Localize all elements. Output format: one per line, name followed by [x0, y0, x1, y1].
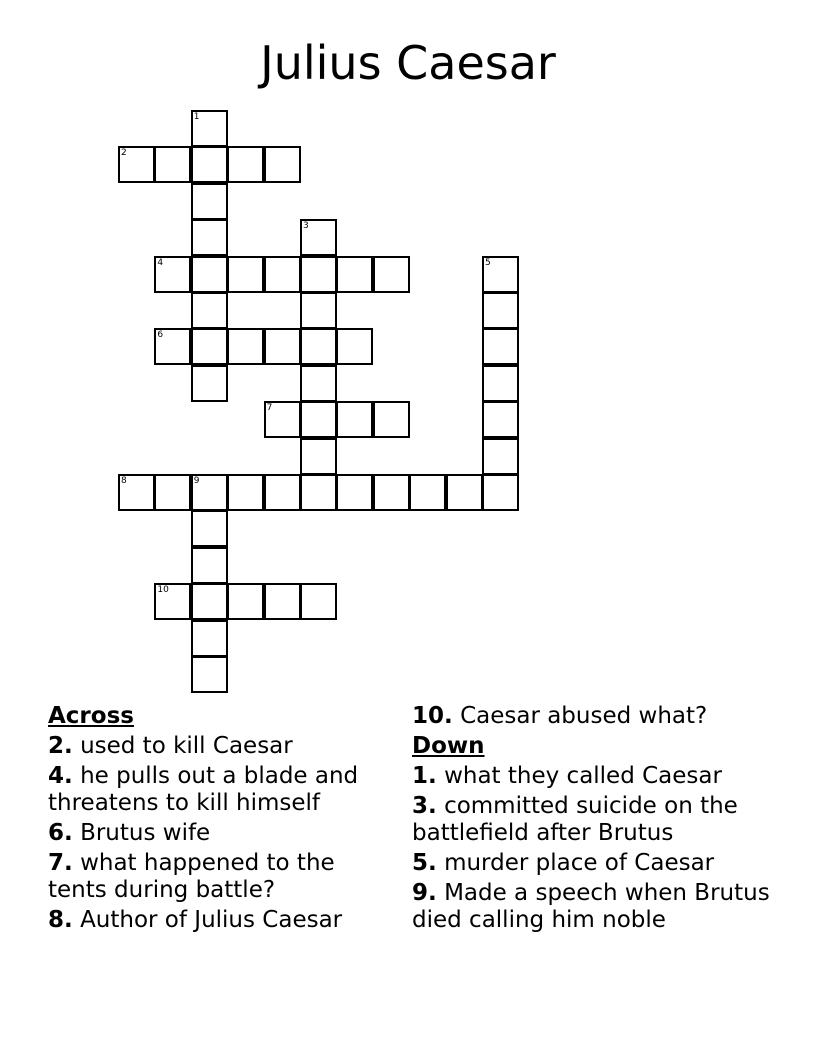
cell-number: 9: [193, 476, 200, 486]
crossword-cell[interactable]: [300, 401, 337, 438]
clue-number: 7.: [48, 850, 73, 876]
down-heading: Down: [412, 733, 485, 759]
crossword-cell[interactable]: [191, 328, 228, 365]
clue-text: Made a speech when Brutus died calling him noble: [412, 880, 770, 933]
crossword-cell[interactable]: [191, 365, 228, 402]
cell-number: 4: [157, 257, 164, 268]
clue-down-3: [412, 793, 782, 847]
cell-number: 8: [121, 476, 127, 486]
crossword-cell[interactable]: [300, 219, 337, 256]
crossword-cell[interactable]: [373, 401, 410, 438]
crossword-cell[interactable]: [482, 292, 519, 329]
across-clues: [48, 703, 400, 937]
crossword-cell[interactable]: [482, 365, 519, 402]
crossword-cell[interactable]: [191, 510, 228, 547]
crossword-cell[interactable]: [154, 146, 191, 183]
crossword-cell[interactable]: [300, 474, 337, 511]
crossword-cell[interactable]: [264, 328, 301, 365]
crossword-cell[interactable]: [191, 110, 228, 147]
crossword-cell[interactable]: [191, 292, 228, 329]
down-clues: [412, 703, 782, 937]
crossword-cell[interactable]: [373, 256, 410, 293]
crossword-cell[interactable]: [482, 256, 519, 293]
crossword-cell[interactable]: [482, 401, 519, 438]
clue-across-6: [48, 820, 400, 847]
clue-number: 1.: [412, 763, 437, 789]
clue-text: committed suicide on the battlefield after Brutus: [412, 793, 738, 846]
clue-text: murder place of Caesar: [444, 850, 715, 876]
crossword-cell[interactable]: [191, 256, 228, 293]
crossword-cell[interactable]: [264, 146, 301, 183]
crossword-cell[interactable]: [118, 474, 155, 511]
crossword-cell[interactable]: [154, 328, 191, 365]
crossword-cell[interactable]: [227, 328, 264, 365]
crossword-cell[interactable]: [118, 146, 155, 183]
crossword-cell[interactable]: [300, 256, 337, 293]
crossword-cell[interactable]: [264, 401, 301, 438]
clue-number: 3.: [412, 793, 437, 819]
across-heading: Across: [48, 703, 134, 729]
crossword-cell[interactable]: [227, 474, 264, 511]
crossword-cell[interactable]: [336, 328, 373, 365]
crossword-cell[interactable]: [482, 328, 519, 365]
crossword-cell[interactable]: [373, 474, 410, 511]
clue-down-1: [412, 763, 782, 790]
clue-across-8: [48, 907, 400, 934]
clue-number: 2.: [48, 733, 73, 759]
clue-number: 6.: [48, 820, 73, 846]
clue-text: used to kill Caesar: [80, 733, 293, 759]
cell-number: 6: [157, 330, 164, 341]
crossword-cell[interactable]: [227, 256, 264, 293]
crossword-cell[interactable]: [154, 474, 191, 511]
clue-across-4: [48, 763, 400, 817]
clue-text: what happened to the tents during battle?: [48, 850, 335, 903]
crossword-cell[interactable]: [191, 146, 228, 183]
crossword-cell[interactable]: [264, 256, 301, 293]
clue-text: he pulls out a blade and threatens to kill himself: [48, 763, 359, 816]
crossword-cell[interactable]: [336, 474, 373, 511]
crossword-cell[interactable]: [191, 474, 228, 511]
crossword-cell[interactable]: [409, 474, 446, 511]
clue-text: Caesar abused what?: [460, 703, 708, 729]
cell-number: 10: [157, 585, 169, 596]
crossword-cell[interactable]: [264, 583, 301, 620]
clue-text: Author of Julius Caesar: [80, 907, 343, 933]
crossword-cell[interactable]: [191, 183, 228, 220]
crossword-cell[interactable]: [227, 146, 264, 183]
clue-text: what they called Caesar: [444, 763, 722, 789]
crossword-cell[interactable]: [300, 438, 337, 475]
crossword-cell[interactable]: [191, 583, 228, 620]
crossword-cell[interactable]: [446, 474, 483, 511]
crossword-cell[interactable]: [336, 401, 373, 438]
crossword-cell[interactable]: [300, 365, 337, 402]
clue-across-2: [48, 733, 400, 760]
crossword-cell[interactable]: [191, 656, 228, 693]
cell-number: 5: [485, 257, 491, 268]
crossword-cell[interactable]: [336, 256, 373, 293]
crossword-cell[interactable]: [300, 328, 337, 365]
cell-number: 7: [266, 403, 273, 414]
clue-number: 8.: [48, 907, 73, 933]
clue-number: 4.: [48, 763, 73, 789]
clue-number: 10.: [412, 703, 453, 729]
clue-number: 5.: [412, 850, 437, 876]
crossword-cell[interactable]: [482, 474, 519, 511]
clue-number: 9.: [412, 880, 437, 906]
clue-down-5: [412, 850, 782, 877]
crossword-cell[interactable]: [300, 583, 337, 620]
crossword-cell[interactable]: [191, 620, 228, 657]
crossword-cell[interactable]: [227, 583, 264, 620]
clue-across-10: [412, 703, 782, 730]
crossword-cell[interactable]: [154, 256, 191, 293]
crossword-cell[interactable]: [300, 292, 337, 329]
clue-down-9: [412, 880, 782, 934]
crossword-cell[interactable]: [191, 547, 228, 584]
crossword-cell[interactable]: [154, 583, 191, 620]
crossword-cell[interactable]: [191, 219, 228, 256]
clue-text: Brutus wife: [80, 820, 211, 846]
cell-number: 1: [193, 112, 200, 122]
cell-number: 3: [303, 221, 309, 232]
crossword-cell[interactable]: [482, 438, 519, 475]
puzzle-title: Julius Caesar: [260, 36, 556, 90]
cell-number: 2: [121, 148, 127, 159]
crossword-cell[interactable]: [264, 474, 301, 511]
clue-across-7: [48, 850, 400, 904]
